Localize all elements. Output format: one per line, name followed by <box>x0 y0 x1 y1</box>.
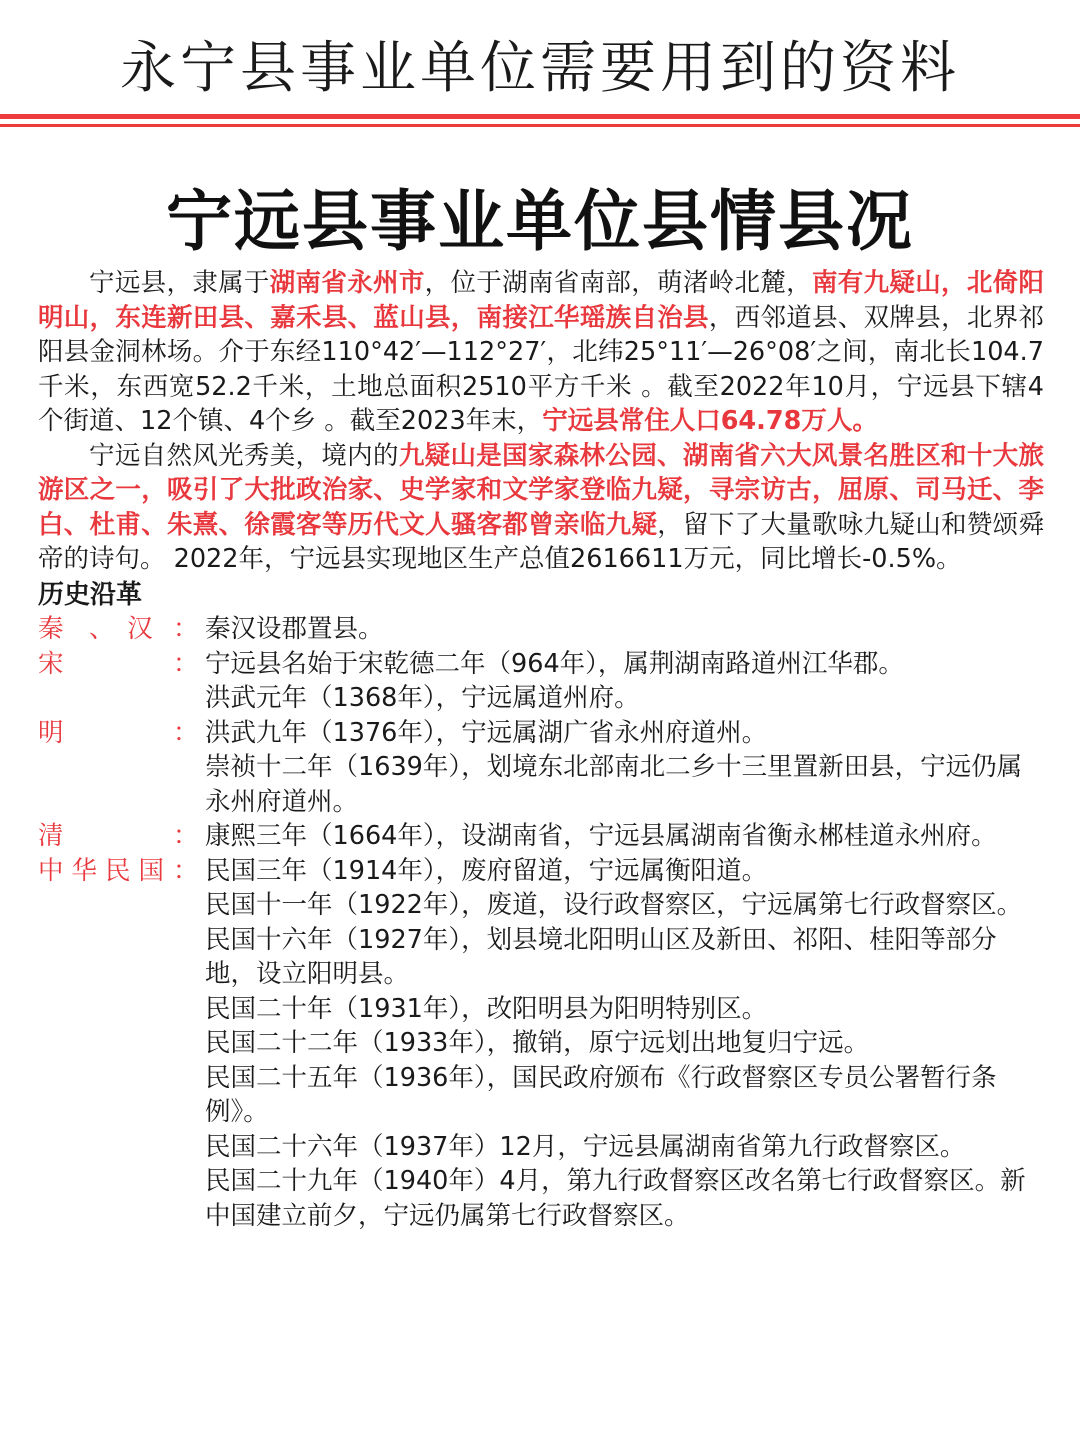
highlight-text: 九疑山是国家森林公园、湖南省六大风景名胜区和十大旅游区之一，吸引了大批政治家、史学家和文学家登临九疑，寻宗访古，屈原、司马迁、李白、杜甫、朱熹、徐霞客等历代文人骚客都曾亲临九疑 <box>38 440 1044 540</box>
body-text: ，西邻道县、双牌县，北界祁阳县金洞林场。介于东经110°42′—112°27′，北纬25°11′—26°08′之间，南北长104.7千米，东西宽52.2千米，土地总面积2510平方千米 。截至2022年10月，宁远县下辖4个街道、12个镇、4个乡 。截至2023年末， <box>38 302 1044 436</box>
body-text: 宁远自然风光秀美，境内的 <box>89 440 399 471</box>
history-entry: 崇祯十二年（1639年），划境东北部南北二乡十三里置新田县，宁远仍属永州府道州。 <box>205 752 1023 817</box>
history-entry: 民国二十年（1931年），改阳明县为阳明特别区。 <box>205 993 768 1024</box>
history-period <box>38 819 1044 854</box>
era-label: 清 <box>38 821 64 851</box>
era-label: 宋 <box>38 648 64 679</box>
history-entry: 秦汉设郡置县。 <box>205 614 384 644</box>
history-entry: 民国三年（1914年），废府留道，宁远属衡阳道。 <box>205 855 768 886</box>
era-entries <box>205 647 1044 716</box>
history-entry: 民国二十五年（1936年），国民政府颁布《行政督察区专员公署暂行条例》。 <box>205 1062 997 1127</box>
history-period <box>38 716 1044 820</box>
history-heading: 历史沿革 <box>38 579 143 610</box>
history-period <box>38 647 1044 716</box>
history-entry: 洪武元年（1368年），宁远属道州府。 <box>205 683 640 713</box>
highlight-text: 宁远县常住人口64.78万人。 <box>542 406 878 436</box>
history-period <box>38 854 1044 1234</box>
era-colon: ： <box>173 648 199 679</box>
era-label: 秦 、 汉 <box>38 614 153 644</box>
red-divider-top <box>0 114 1080 119</box>
history-entry: 宁远县名始于宋乾德二年（964年），属荆湖南路道州江华郡。 <box>205 648 904 679</box>
history-entry: 洪武九年（1376年），宁远属湖广省永州府道州。 <box>205 717 768 748</box>
highlight-text: 湖南省永州市 <box>269 268 425 298</box>
history-entry: 民国十一年（1922年），废道，设行政督察区，宁远属第七行政督察区。 <box>205 890 1023 920</box>
history-entry: 民国二十九年（1940年）4月，第九行政督察区改名第七行政督察区。新中国建立前夕，宁远仍属第七行政督察区。 <box>205 1166 1026 1231</box>
intro-paragraph-2 <box>38 439 1044 577</box>
era-label: 明 <box>38 717 64 748</box>
era-colon: ： <box>173 614 199 644</box>
body-text: 宁远县，隶属于 <box>89 268 270 298</box>
era-colon: ： <box>173 821 199 851</box>
history-entry: 康熙三年（1664年），设湖南省，宁远县属湖南省衡永郴桂道永州府。 <box>205 821 997 851</box>
era-entries <box>205 854 1044 1234</box>
intro-paragraph-1 <box>38 266 1044 439</box>
banner-title: 永宁县事业单位需要用到的资料 <box>120 36 960 101</box>
body-text: ，留下了大量歌咏九疑山和赞颂舜帝的诗句。 2022年，宁远县实现地区生产总值2616611万元，同比增长-0.5%。 <box>38 509 1044 574</box>
era-entries <box>205 819 1044 854</box>
history-period <box>38 612 1044 647</box>
highlight-text: 南有九疑山，北倚阳明山，东连新田县、嘉禾县、蓝山县，南接江华瑶族自治县 <box>38 268 1044 333</box>
history-list <box>38 612 1044 1233</box>
era-entries <box>205 716 1044 820</box>
red-divider-bottom <box>0 124 1080 127</box>
history-entry: 民国十六年（1927年），划县境北阳明山区及新田、祁阳、桂阳等部分地，设立阳明县。 <box>205 924 997 989</box>
era-entries <box>205 612 1044 647</box>
article-body <box>38 266 1044 1233</box>
era-colon: ： <box>173 717 199 748</box>
body-text: ，位于湖南省南部，萌渚岭北麓， <box>424 268 812 298</box>
history-entry: 民国二十六年（1937年）12月，宁远县属湖南省第九行政督察区。 <box>205 1131 966 1162</box>
page-title: 宁远县事业单位县情县况 <box>166 183 914 260</box>
era-label: 中华民国 <box>38 855 173 886</box>
history-entry: 民国二十二年（1933年），撤销，原宁远划出地复归宁远。 <box>205 1028 870 1058</box>
era-colon: ： <box>173 855 199 886</box>
